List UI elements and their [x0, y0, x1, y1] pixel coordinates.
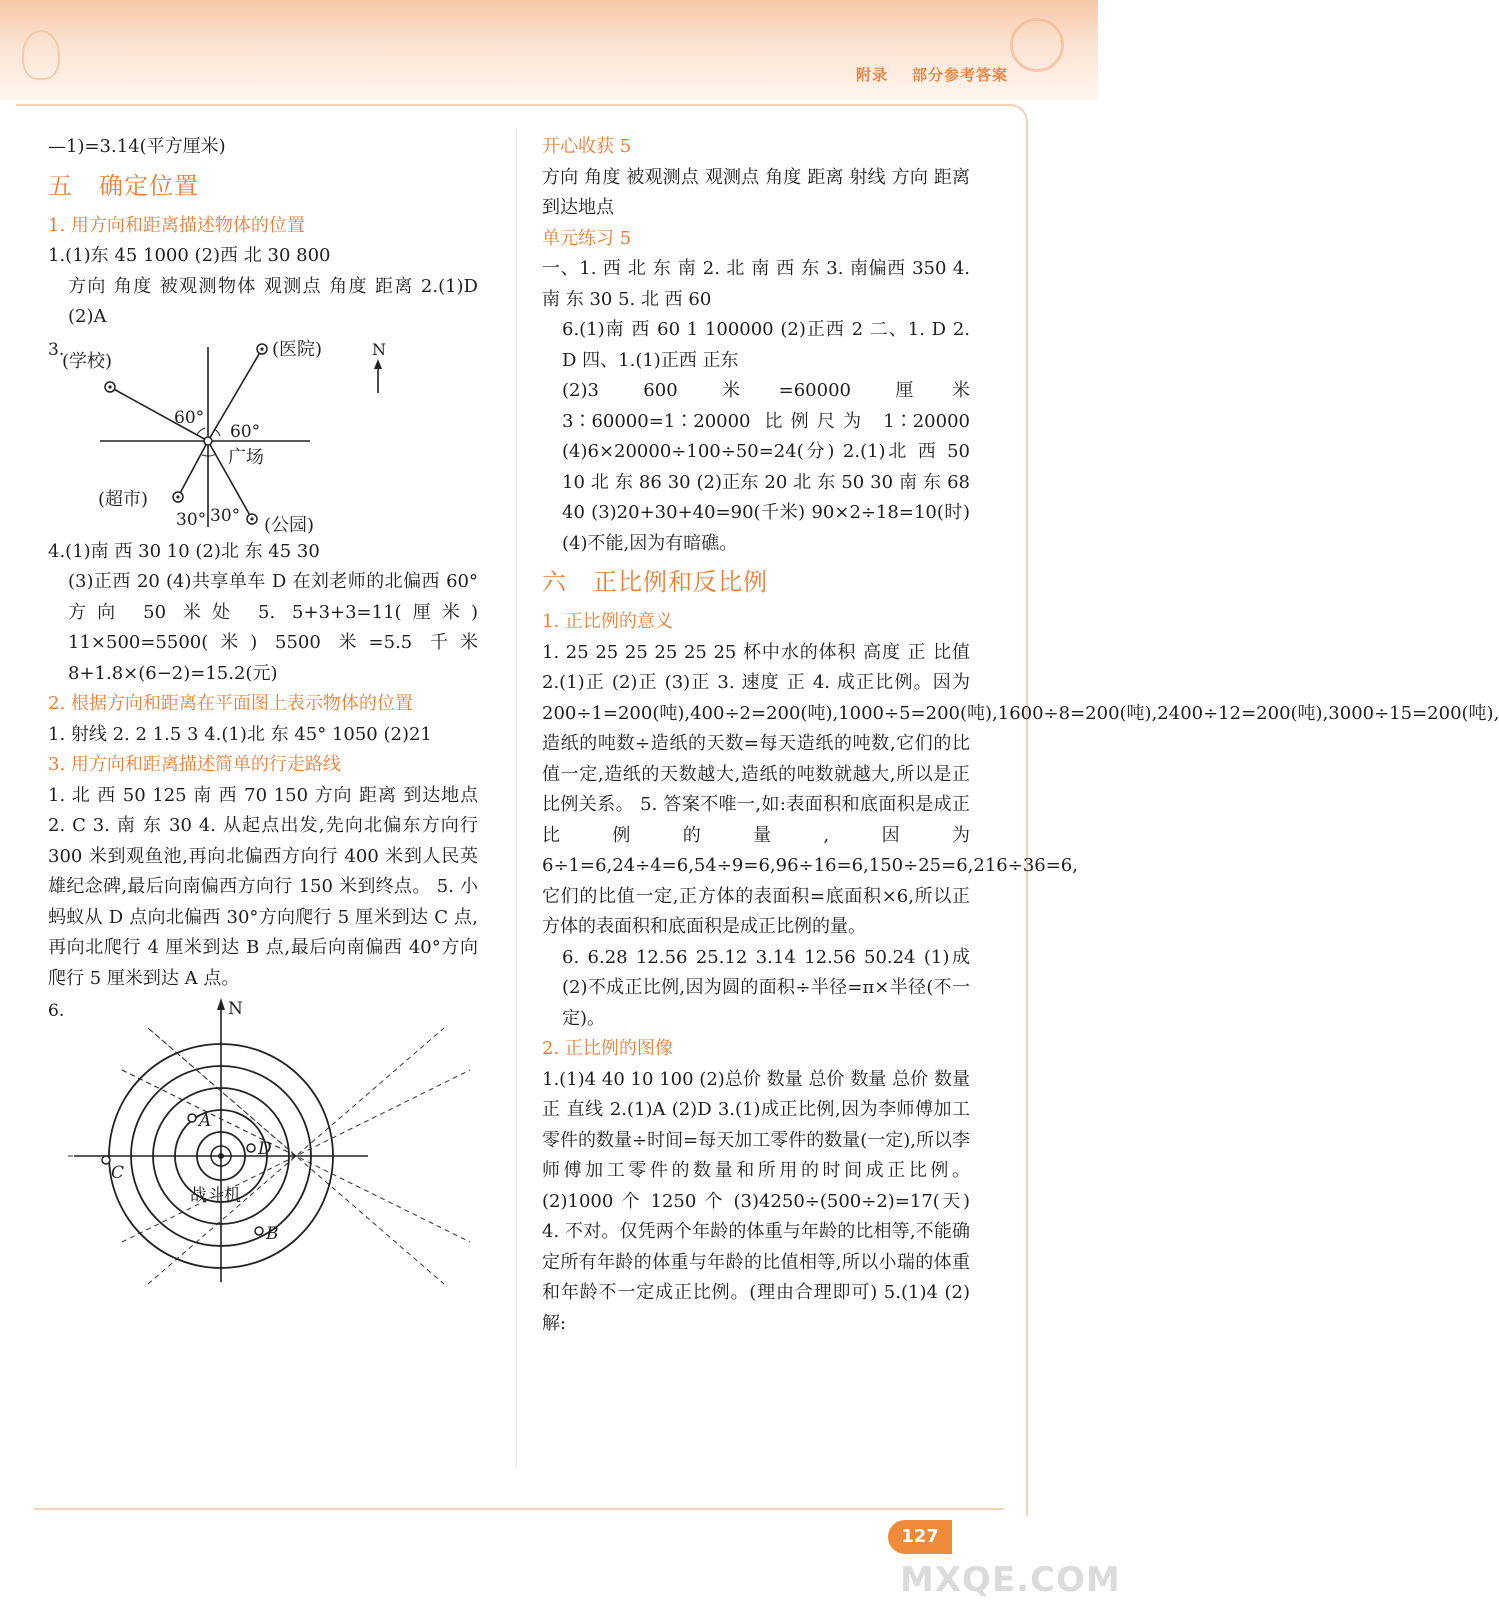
hospital-label: (医院): [272, 338, 323, 360]
point-c: [102, 1156, 110, 1164]
north-arrowhead-icon: [374, 359, 382, 369]
park-label: (公园): [264, 514, 315, 536]
right-column: [542, 132, 1499, 1339]
point-b: [255, 1227, 263, 1235]
continued-line: —1)=3.14(平方厘米): [48, 136, 226, 157]
point-d: [247, 1144, 255, 1152]
page-number: 127: [888, 1520, 952, 1554]
unit-exercise-heading: 单元练习 5: [542, 227, 632, 249]
radar-diagram: [48, 996, 478, 1286]
unit-title: 正比例和反比例: [593, 568, 768, 596]
fighter-jet-label: 战斗机: [190, 1186, 241, 1206]
north-label: N: [228, 999, 243, 1019]
hospital-point-dot: [260, 347, 263, 350]
section-1-heading: 1. 正比例的意义: [542, 611, 673, 632]
answer-paragraph: (2)3 600 米=60000 厘米 3∶60000=1∶20000 比例尺为 1∶20000 (4)6×20000÷100÷50=24(分) 2.(1)北 西 50 10 北 东 86 30 (2)正东 20 北 东 50 30 南 东 68 40 (3)20+30+40=90(千米) 90×2÷18=10(时) (4)不能,因为有暗礁。: [562, 380, 970, 554]
figure-number: 3.: [48, 339, 65, 360]
market-ray: [178, 441, 208, 497]
point-d-label: D: [258, 1139, 272, 1159]
header-appendix: 附录: [856, 66, 889, 84]
section-1-heading: 1. 用方向和距离描述物体的位置: [48, 214, 305, 236]
angle-arc: [208, 454, 216, 456]
section-2-heading: 2. 正比例的图像: [542, 1038, 673, 1059]
angle-arc: [214, 429, 220, 436]
figure-3: [48, 335, 478, 535]
magnifier-decoration-icon: [1010, 18, 1064, 72]
figure-number: 6.: [48, 1001, 65, 1021]
answer-paragraph: 1. 射线 2. 2 1.5 3 4.(1)北 东 45° 1050 (2)21: [48, 723, 432, 745]
section-2-heading: 2. 根据方向和距离在平面图上表示物体的位置: [48, 693, 413, 714]
point-b-label: B: [266, 1224, 279, 1244]
watermark: MXQE.COM: [900, 1560, 1121, 1600]
north-arrowhead-icon: [217, 998, 225, 1010]
unit-number: 五: [48, 171, 73, 200]
header-band: [0, 0, 1098, 100]
answer-paragraph: 方向 角度 被观测物体 观测点 角度 距离 2.(1)D (2)A: [68, 275, 478, 327]
answer-paragraph: 一、1. 西 北 东 南 2. 北 南 西 东 3. 南偏西 350 4. 南 东 30 5. 北 西 60: [542, 258, 970, 310]
point-a-label: A: [199, 1111, 212, 1131]
section-3-heading: 3. 用方向和距离描述简单的行走路线: [48, 754, 341, 775]
angle-label: 60°: [174, 407, 205, 428]
angle-arc: [197, 428, 205, 435]
answer-paragraph: 6. 6.28 12.56 25.12 3.14 12.56 50.24 (1)成 (2)不成正比例,因为圆的面积÷半径=π×半径(不一定)。: [562, 946, 970, 1029]
position-diagram: [48, 335, 478, 535]
answer-paragraph: 1. 25 25 25 25 25 25 杯中水的体积 高度 正 比值 2.(1)正 (2)正 (3)正 3. 速度 正 4. 成正比例。因为 200÷1=200(吨),400÷2=200(吨),1000÷5=200(吨),1600÷8=200(吨),2400÷12=200(吨),3000÷15=200(吨),造纸的吨数÷造纸的天数=每天造纸的吨数,它们的比值一定,造纸的天数越大,造纸的吨数就越大,所以是正比例关系。 5. 答案不唯一,如:表面积和底面积是成正比例的量,因为 6÷1=6,24÷4=6,54÷9=6,96÷16=6,150÷25=6,216÷36=6,它们的比值一定,正方体的表面积=底面积×6,所以正方体的表面积和底面积是成正比例的量。: [542, 641, 1499, 937]
answer-paragraph: 1.(1)东 45 1000 (2)西 北 30 800: [48, 245, 331, 266]
left-column: [48, 132, 478, 1288]
point-a: [188, 1114, 196, 1122]
answer-paragraph: 方向 角度 被观测点 观测点 角度 距离 射线 方向 距离 到达地点: [542, 166, 970, 218]
market-point-dot: [176, 495, 179, 498]
happy-harvest-heading: 开心收获 5: [542, 136, 632, 157]
answer-paragraph: 1.(1)4 40 10 100 (2)总价 数量 总价 数量 总价 数量 正 直线 2.(1)A (2)D 3.(1)成正比例,因为李师傅加工零件的数量÷时间=每天加工零件的数量(一定),所以李师傅加工零件的数量和所用的时间成正比例。 (2)1000 个 1250 个 (3)4250÷(500÷2)=17(天) 4. 不对。仅凭两个年龄的体重与年龄的比相等,不能确定所有年龄的体重与年龄的比值相等,所以小瑞的体重和年龄不一定成正比例。(理由合理即可) 5.(1)4 (2)解:: [542, 1068, 970, 1334]
school-label: (学校): [62, 350, 113, 372]
lightbulb-decoration-icon: [22, 30, 60, 80]
angle-label: 30°: [176, 509, 207, 530]
angle-arc: [202, 455, 208, 456]
school-point-dot: [108, 385, 111, 388]
market-label: (超市): [98, 488, 149, 510]
header-answers: 部分参考答案: [912, 66, 1009, 84]
square-point: [204, 437, 212, 445]
answer-paragraph: 6.(1)南 西 60 1 100000 (2)正西 2 二、1. D 2. D 四、1.(1)正西 正东: [562, 319, 970, 371]
figure-6: [48, 996, 478, 1286]
unit-title: 确定位置: [99, 171, 199, 200]
square-label: 广场: [228, 446, 264, 468]
answer-paragraph: 4.(1)南 西 30 10 (2)北 东 45 30: [48, 540, 320, 562]
unit-number: 六: [542, 568, 567, 596]
park-point-dot: [250, 517, 253, 520]
unit-6-heading: [542, 565, 970, 599]
column-divider: [516, 128, 517, 1468]
answer-paragraph: (3)正西 20 (4)共享单车 D 在刘老师的北偏西 60°方向 50 米处 5. 5+3+3=11(厘米) 11×500=5500(米) 5500 米=5.5 千米 8+1.8×(6−2)=15.2(元): [68, 571, 478, 684]
point-c-label: C: [111, 1163, 125, 1183]
north-label: N: [372, 339, 386, 359]
answer-paragraph: 1. 北 西 50 125 南 西 70 150 方向 距离 到达地点 2. C 3. 南 东 30 4. 从起点出发,先向北偏东方向行 300 米到观鱼池,再向北偏西方向行 400 米到人民英雄纪念碑,最后向南偏西方向行 150 米到终点。 5. 小蚂蚁从 D 点向北偏西 30°方向爬行 5 厘米到达 C 点,再向北爬行 4 厘米到达 B 点,最后向南偏西 40°方向爬行 5 厘米到达 A 点。: [48, 784, 478, 989]
footer-rule: [34, 1508, 1004, 1510]
unit-5-heading: [48, 169, 478, 203]
running-header: [856, 64, 1008, 85]
angle-label: 30°: [210, 505, 241, 526]
angle-label: 60°: [230, 421, 261, 442]
